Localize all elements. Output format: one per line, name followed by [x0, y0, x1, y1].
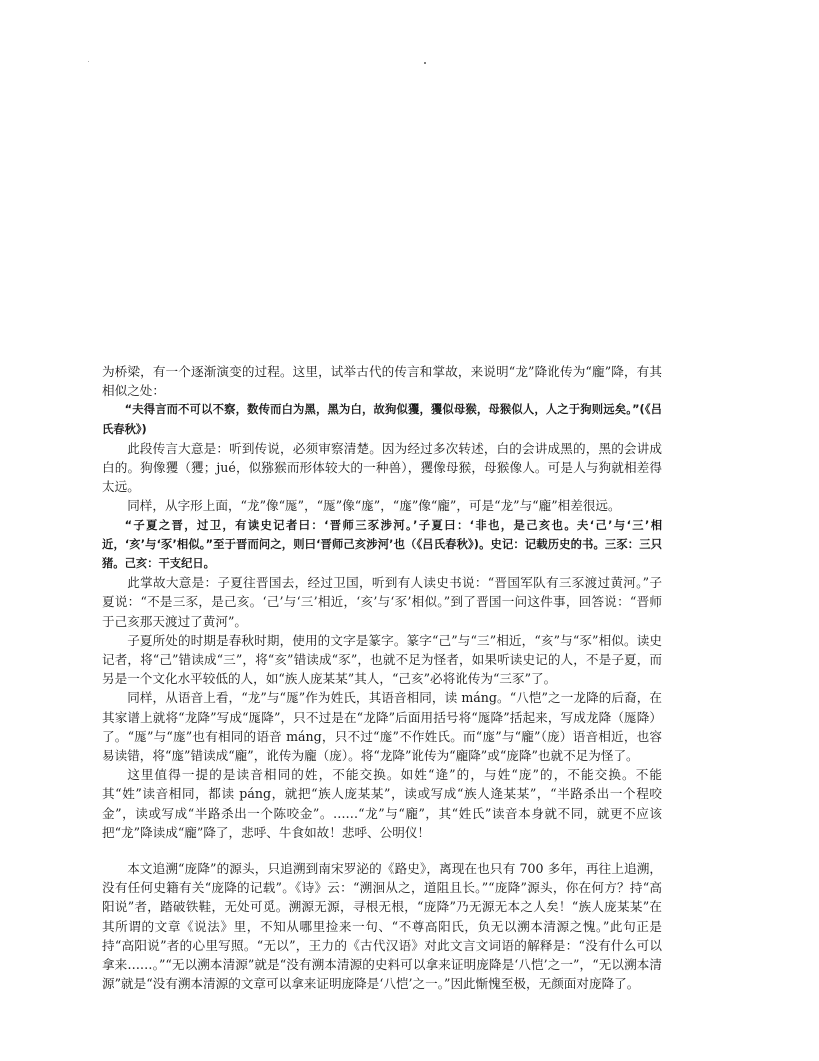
- paragraph-same-sound-surnames: 这里值得一提的是读音相同的姓，不能交换。如姓“逄”的，与姓“庞”的，不能交换。不能其“姓”读音相同，都读 páng，就把“族人庞某某”，读或写成“族人逄某某”，“半路杀出一个程咬金”，读或写成“半路杀出一个陈咬金”。……“龙”与“龐”，其“姓氏”读音本身就不同，就更不应该把“龙”降读成“龐”降了，悲呼、牛食如故！悲呼、公明仪！: [102, 767, 662, 840]
- quote-lushi-chunqiu-2: “子夏之晋，过卫，有读史记者曰：‘晋师三豕涉河。’子夏曰：‘非也，是己亥也。夫‘己’与‘三’相近，‘亥’与‘豕’相似。”至于晋而问之，则曰‘晋师己亥涉河’也（《吕氏春秋》)。史记：记载历史的书。三豕：三只猪。己亥：干支纪日。: [102, 518, 662, 571]
- scan-speck-center: [424, 62, 426, 64]
- paragraph-glyph-shape: 同样，从字形上面，“龙”像“厖”，“厖”像“庬”，“庬”像“龐”，可是“龙”与“龐”相差很远。: [127, 498, 621, 514]
- paragraph-zixia-era: 子夏所处的时期是春秋时期，使用的文字是篆字。篆字“己”与“三”相近，“亥”与“豕”相似。读史记者，将“己”错读成“三”，将“亥”错读成“豕”，也就不足为怪者，如果听读史记的人，不是子夏，而另是一个文化水平较低的人，如“族人庞某某”其人，“己亥”必将讹传为“三豕”了。: [102, 632, 662, 687]
- paragraph-explanation-1: 此段传言大意是：听到传说，必须审察清楚。因为经过多次转述，白的会讲成黑的，黑的会讲成白的。狗像玃（玃；jué，似猕猴而形体较大的一种兽），玃像母猴，母猴像人。可是人与狗就相差得太远。: [102, 440, 662, 495]
- paragraph-bridge: 为桥梁，有一个逐渐演变的过程。这里，试举古代的传言和掌故，来说明“龙”降讹传为“龐”降，有其相似之处：: [102, 364, 662, 399]
- scan-speck-left: [88, 61, 89, 62]
- paragraph-spacer: [102, 842, 662, 859]
- document-page: [102, 362, 662, 994]
- paragraph-pronunciation: 同样，从语音上看，“龙”与“厖”作为姓氏，其语音相同，读 máng。“八恺”之一龙降的后裔，在其家谱上就将“龙降”写成“厖降”，只不过是在“龙降”后面用括号将“厖降”括起来，写成龙降（厖降）了。“厖”与“庬”也有相同的语音 máng，只不过“庬”不作姓氏。而“庬”与“龐”（庞）语音相近，也容易读错，将“庬”错读成“龐”，讹传为龐（庞）。将“龙降”讹传为“龐降”或“庞降”也就不足为怪了。: [102, 690, 662, 764]
- paragraph-origin-trace: 本文追溯“庞降”的源头，只追溯到南宋罗泌的《路史》，离现在也只有 700 多年，再往上追溯，没有任何史籍有关“庞降的记载”。《诗》云：“溯洄从之，道阻且长。”“庞降”源头，你在何方？持“高阳说”者，踏破铁鞋，无处可觅。溯源无源，寻根无根，“庞降”乃无源无本之人矣！“族人庞某某”在其所谓的文章《说法》里，不知从哪里捡来一句、“不尊高阳氏，负无以溯本清源之愧。”此句正是持“高阳说”者的心里写照。“无以”，王力的《古代汉语》对此文言文词语的解释是：“没有什么可以拿来……。”“无以溯本清源”就是“没有溯本清源的史料可以拿来证明庞降是‘八恺’之一”，“无以溯本清源”就是“没有溯本清源的文章可以拿来证明庞降是‘八恺’之一。”因此惭愧至极，无颜面对庞降了。: [102, 861, 662, 992]
- paragraph-explanation-2: 此掌故大意是：子夏往晋国去，经过卫国，听到有人读史书说：“晋国军队有三豕渡过黄河。”子夏说：“不是三豕，是己亥。‘己’与‘三’相近，‘亥’与‘豕’相似。”到了晋国一问这件事，回答说：“晋师于己亥那天渡过了黄河”。: [102, 575, 662, 629]
- quote-lushi-chunqiu-1: “夫得言而不可以不察，数传而白为黑，黑为白，故狗似玃，玃似母猴，母猴似人，人之于狗则远矣。”(《吕氏春秋》): [102, 403, 662, 436]
